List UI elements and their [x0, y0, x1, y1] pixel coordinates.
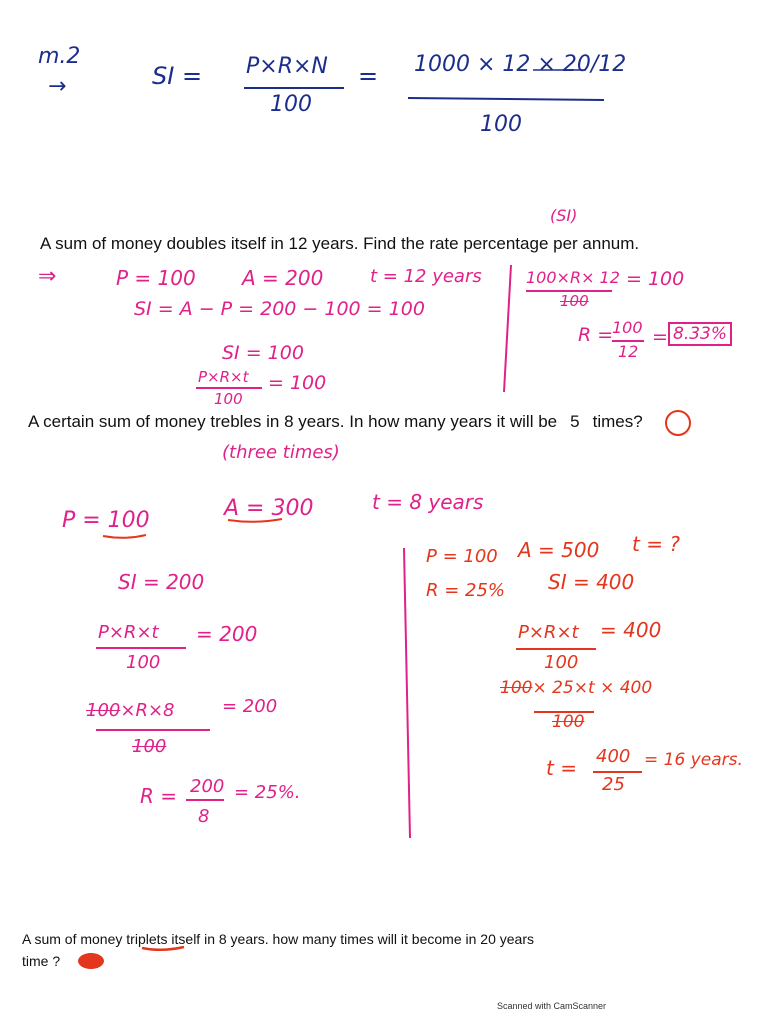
scanner-footer: Scanned with CamScanner — [497, 1001, 607, 1011]
formula-denominator-2: 100 — [480, 112, 522, 137]
q1-right-den: 100 — [560, 292, 589, 310]
q2-step-num-strike: 100 — [86, 700, 121, 721]
q2-si: SI = 200 — [118, 570, 205, 594]
q2-right-principal: P = 100 — [426, 546, 498, 567]
question-3-line-1: A sum of money triplets itself in 8 years. how many times will it become in 20 years — [22, 931, 534, 947]
q2-r-den: 8 — [198, 806, 210, 827]
q2-r-label: R = — [140, 784, 178, 808]
q2-right-frac-num: P×R×t — [518, 622, 579, 643]
q1-principal: P = 100 — [116, 266, 196, 290]
question-2-text: A certain sum of money trebles in 8 years. In how many years it will be — [28, 412, 558, 431]
question-3 — [22, 928, 534, 972]
formula-numerator-2: 1000 × 12 × 20/12 — [414, 52, 627, 77]
question-2-number: 5 — [570, 412, 580, 431]
q2-note: (three times) — [222, 442, 340, 463]
q2-amount: A = 300 — [224, 496, 314, 521]
q2-right-t-den: 25 — [602, 774, 625, 795]
q2-right-step — [500, 678, 652, 698]
q2-principal: P = 100 — [62, 508, 150, 533]
q1-right-num: 100×R× 12 — [526, 268, 620, 287]
q2-step-num-rest: ×R×8 — [120, 700, 175, 721]
circle-mark — [665, 410, 691, 436]
q2-r-eq: = 25%. — [234, 782, 301, 803]
q2-right-si: SI = 400 — [548, 570, 635, 594]
question-1: A sum of money doubles itself in 12 years. Find the rate percentage per annum. — [40, 234, 640, 253]
q2-frac-den: 100 — [126, 652, 161, 673]
q1-frac-num: P×R×t — [198, 368, 249, 386]
q2-step-den: 100 — [132, 736, 167, 757]
q2-right-step-strike: 100 — [500, 678, 533, 698]
q2-time: t = 8 years — [372, 490, 484, 514]
q2-right-t-eq: = 16 years. — [644, 750, 743, 770]
q1-time: t = 12 years — [370, 266, 482, 287]
q2-step-num — [86, 700, 174, 721]
arrow-icon: → — [48, 74, 67, 99]
q2-right-step-den: 100 — [552, 712, 585, 732]
q2-right-time: t = ? — [632, 532, 680, 556]
q1-r-label: R = — [578, 324, 614, 346]
q2-right-frac-den: 100 — [544, 652, 579, 673]
formula-lhs: SI = — [152, 62, 203, 90]
q1-right-eq: = 100 — [626, 268, 685, 290]
question-3-underlined: triplets — [126, 931, 168, 947]
q1-si: SI = 100 — [222, 342, 304, 364]
csi-note: (SI) — [550, 206, 578, 225]
q2-right-t-num: 400 — [596, 746, 631, 767]
method-label: m.2 — [38, 44, 81, 69]
q2-right-step-num: × 25×t — [532, 678, 595, 698]
q2-right-amount: A = 500 — [518, 538, 600, 562]
q1-si-calc: SI = A − P = 200 − 100 = 100 — [134, 298, 425, 320]
q2-frac-eq: = 200 — [196, 622, 258, 646]
q1-r-eq: = — [652, 326, 668, 348]
q2-right-t-label: t = — [546, 756, 577, 780]
q2-frac-num: P×R×t — [98, 622, 159, 643]
question-3-line-2: time ? — [22, 953, 61, 969]
question-2 — [28, 412, 643, 432]
q1-frac-den: 100 — [214, 390, 243, 408]
formula-equals: = — [358, 62, 379, 90]
question-2-text-end: times? — [592, 412, 643, 431]
formula-denominator: 100 — [270, 92, 312, 117]
q1-frac-eq: = 100 — [268, 372, 327, 394]
q1-answer-box: 8.33% — [668, 322, 732, 346]
q1-amount: A = 200 — [242, 266, 324, 290]
implies-arrow-icon: ⇒ — [38, 264, 57, 289]
q1-r-num: 100 — [612, 318, 643, 337]
formula-numerator: P×R×N — [246, 54, 328, 79]
q2-right-frac-eq: = 400 — [600, 618, 662, 642]
q1-r-den: 12 — [618, 342, 639, 361]
q2-r-num: 200 — [190, 776, 225, 797]
q2-step-eq: = 200 — [222, 696, 278, 717]
q2-right-rate: R = 25% — [426, 580, 506, 601]
q2-right-step-eq: × 400 — [600, 678, 653, 698]
